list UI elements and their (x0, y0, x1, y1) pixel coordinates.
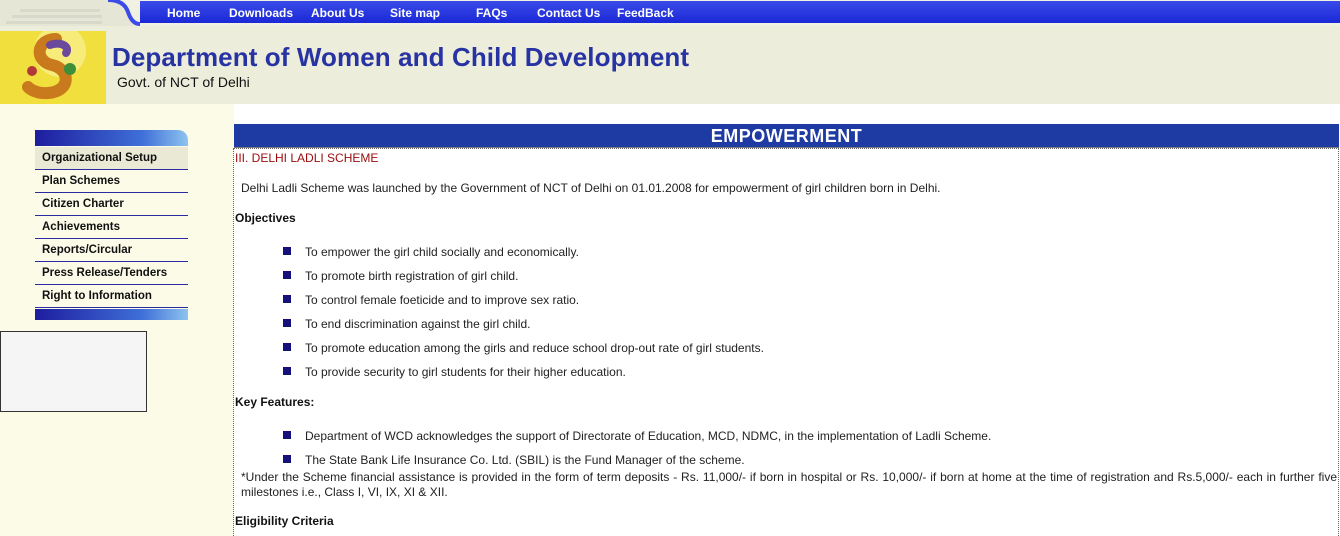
nav-downloads[interactable]: Downloads (229, 6, 294, 20)
objectives-heading: Objectives (235, 211, 296, 225)
scheme-title: III. DELHI LADLI SCHEME (235, 151, 379, 165)
logo-icon (0, 31, 106, 104)
sidebar-cap-bottom (35, 309, 188, 320)
nav-contact-us[interactable]: Contact Us (537, 6, 601, 20)
page-subtitle: Govt. of NCT of Delhi (117, 74, 250, 90)
feature-item: Department of WCD acknowledges the support of Directorate of Education, MCD, NDMC, in the implementation of Ladli Scheme. (305, 429, 992, 443)
objective-item: To promote education among the girls and reduce school drop-out rate of girl students. (305, 341, 764, 355)
nav-about-us[interactable]: About Us (311, 6, 365, 20)
objective-item: To provide security to girl students for their higher education. (305, 365, 626, 379)
sidebar-item-organizational-setup[interactable]: Organizational Setup (35, 147, 188, 170)
top-nav-bar (0, 0, 1340, 26)
objective-item: To end discrimination against the girl child. (305, 317, 531, 331)
objective-item: To empower the girl child socially and economically. (305, 245, 579, 259)
nav-faqs[interactable]: FAQs (476, 6, 508, 20)
sidebar-cap-top (35, 130, 188, 146)
sidebar-item-achievements[interactable]: Achievements (35, 216, 188, 239)
bullet-icon (283, 455, 291, 463)
bullet-icon (283, 367, 291, 375)
site-header (0, 26, 1340, 104)
scheme-intro: Delhi Ladli Scheme was launched by the Government of NCT of Delhi on 01.01.2008 for empowerment of girl children born in Delhi. (241, 181, 941, 195)
nav-tab-shape (0, 0, 140, 26)
key-features-heading: Key Features: (235, 395, 315, 409)
sidebar-item-reports-circular[interactable]: Reports/Circular (35, 239, 188, 262)
banner-divider (234, 147, 1339, 148)
sidebar-item-plan-schemes[interactable]: Plan Schemes (35, 170, 188, 193)
objective-item: To control female foeticide and to improve sex ratio. (305, 293, 580, 307)
objective-item: To promote birth registration of girl child. (305, 269, 519, 283)
financial-assistance-note: *Under the Scheme financial assistance is provided in the form of term deposits - Rs. 11,000/- if born in hospital or Rs. 10,000/- if born at home at the time of registration and Rs.5,000/- each in further five milestones i.e., Class I, VI, IX, XI & XII. (241, 470, 1337, 499)
department-logo (0, 31, 106, 104)
bullet-icon (283, 271, 291, 279)
eligibility-heading: Eligibility Criteria (235, 514, 334, 528)
section-banner: EMPOWERMENT (234, 124, 1339, 148)
nav-site-map[interactable]: Site map (390, 6, 441, 20)
feature-item: The State Bank Life Insurance Co. Ltd. (SBIL) is the Fund Manager of the scheme. (305, 453, 745, 467)
sidebar (0, 104, 234, 536)
nav-feedback[interactable]: FeedBack (617, 6, 674, 20)
sidebar-empty-box (0, 331, 147, 412)
bullet-icon (283, 431, 291, 439)
nav-home[interactable]: Home (167, 6, 201, 20)
sidebar-item-citizen-charter[interactable]: Citizen Charter (35, 193, 188, 216)
bullet-icon (283, 319, 291, 327)
nav-strip (140, 1, 1340, 23)
bullet-icon (283, 343, 291, 351)
sidebar-item-right-to-information[interactable]: Right to Information (35, 285, 188, 308)
bullet-icon (283, 295, 291, 303)
sidebar-item-press-release-tenders[interactable]: Press Release/Tenders (35, 262, 188, 285)
bullet-icon (283, 247, 291, 255)
page-title: Department of Women and Child Development (112, 42, 690, 72)
